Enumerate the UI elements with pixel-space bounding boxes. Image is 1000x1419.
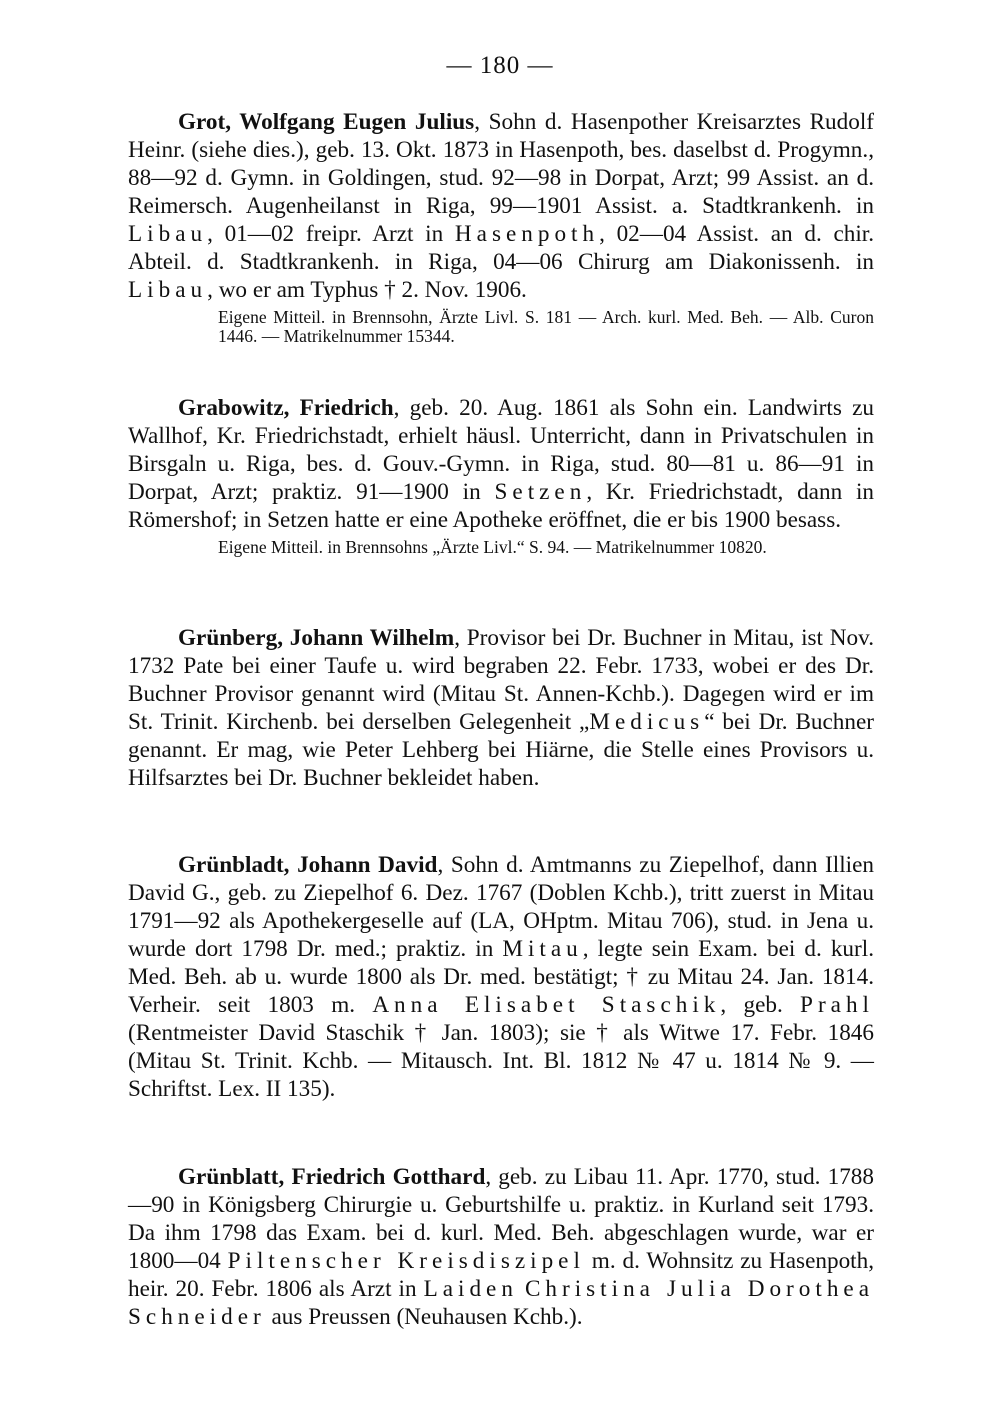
entry-grot — [128, 108, 874, 346]
spaced-term: Christina Julia Dorothea Schneider — [128, 1276, 874, 1330]
entry-body: , Provisor bei Dr. Buchner in Mitau, ist Nov. 1732 Pate bei einer Taufe u. wird begraben 22. Febr. 1733, wobei er des Dr. Buchner Provisor genannt wird (Mitau St. Annen-Kchb.). Dagegen wird er im St. Trinit. Kirchenb. bei derselben Gelegenheit „ — [128, 625, 874, 735]
entry-body: , 02—04 Assist. an d. chir. Abteil. d. Stadtkrankenh. in Riga, 04—06 Chirurg am Diakonissenh. in — [128, 221, 875, 275]
entry-body: , 01—02 freipr. Arzt in — [207, 221, 455, 247]
page-number: — 180 — — [446, 52, 554, 79]
spaced-term: Libau — [128, 221, 208, 247]
entry-body: , Sohn d. Hasenpother Kreisarztes Rudolf Heinr. (siehe dies.), geb. 13. Okt. 1873 in Hasenpoth, bes. daselbst d. Progymn., 88—92 d. Gymn. in Goldingen, stud. 92—98 in Dorpat, Arzt; 99 Assist. an d. Reimersch. Augenheilanst in Riga, 99—1901 Assist. a. Stadtkrankenh. in — [128, 109, 874, 219]
entry-name: Grabowitz, Friedrich — [178, 395, 394, 421]
entry-text — [128, 1163, 874, 1331]
entry-gruenbladt — [128, 851, 874, 1103]
spaced-term: Mitau — [502, 936, 583, 962]
entry-name: Grünberg, Johann Wilhelm — [178, 625, 455, 651]
entry-body: , geb. 20. Aug. 1861 als Sohn ein. Landwirts zu Wallhof, Kr. Friedrichstadt, erhielt häusl. Unterricht, dann in Privatschulen in Birsgaln u. Riga, bes. d. Gouv.-Gymn. in Riga, stud. 80—81 u. 86—91 in Dorpat, Arzt; praktiz. 91—1900 in — [128, 395, 874, 505]
entry-body: (Rentmeister David Staschik † Jan. 1803); sie † als Witwe 17. Febr. 1846 (Mitau St. Trinit. Kchb. — Mitausch. Int. Bl. 1812 № 47 u. 1814 № 9. — Schriftst. Lex. II 135). — [128, 1020, 874, 1102]
entry-name: Grot, Wolfgang Eugen Julius — [178, 109, 475, 135]
entry-body: , Kr. Friedrichstadt, dann in Römershof; in Setzen hatte er eine Apotheke eröffnet, die er bis 1900 besass. — [128, 479, 874, 533]
entry-body: , geb. — [720, 992, 801, 1018]
entry-body — [518, 1276, 525, 1302]
entry-body: aus Preussen (Neuhausen Kchb.). — [265, 1304, 583, 1330]
entry-text — [128, 624, 874, 792]
spaced-term: Setzen — [494, 479, 587, 505]
entry-body: , wo er am Typhus † 2. Nov. 1906. — [207, 277, 527, 303]
entry-source: Eigene Mitteil. in Brennsohns „Ärzte Livl.“ S. 94. — Matrikelnummer 10820. — [218, 537, 767, 557]
entry-body: , geb. zu Libau 11. Apr. 1770, stud. 1788—90 in Königsberg Chirurgie u. Geburtshilfe u. praktiz. in Kurland seit 1793. Da ihm 1798 das Exam. bei d. kurl. Med. Beh. abgeschlagen wurde, war er 1800—04 — [128, 1164, 874, 1274]
spaced-term: Anna Elisabet Staschik — [372, 992, 721, 1018]
entry-gruenberg — [128, 624, 874, 792]
entry-source: Eigene Mitteil. in Brennsohn, Ärzte Livl. S. 181 — Arch. kurl. Med. Beh. — Alb. Curon 1446. — Matrikelnummer 15344. — [218, 307, 874, 346]
entry-text — [128, 108, 874, 304]
spaced-term: Piltenscher Kreisdiszipel — [227, 1248, 585, 1274]
entry-name: Grünbladt, Johann David — [178, 852, 438, 878]
entry-body: , Sohn d. Amtmanns zu Ziepelhof, dann Illien David G., geb. zu Ziepelhof 6. Dez. 1767 (Doblen Kchb.), tritt zuerst in Mitau 1791—92 als Apothekergeselle auf (LA, OHptm. Mitau 706), stud. in Jena u. wurde dort 1798 Dr. med.; praktiz. in — [128, 852, 874, 962]
entry-body: , legte sein Exam. bei d. kurl. Med. Beh. ab u. wurde 1800 als Dr. med. bestätigt; † zu Mitau 24. Jan. 1814. Verheir. seit 1803 m. — [128, 936, 874, 1018]
entry-name: Grünblatt, Friedrich Gotthard — [178, 1164, 486, 1190]
spaced-term: Hasenpoth — [454, 221, 600, 247]
spaced-term: Laiden — [423, 1276, 518, 1302]
spaced-term: Libau — [128, 277, 208, 303]
entry-body: m. d. Wohnsitz zu Hasenpoth, heir. 20. Febr. 1806 als Arzt in — [128, 1248, 874, 1302]
entry-text — [128, 394, 874, 534]
entry-body: “ bei Dr. Buchner genannt. Er mag, wie Peter Lehberg bei Hiärne, die Stelle eines Provisors u. Hilfsarztes bei Dr. Buchner bekleidet haben. — [128, 709, 874, 791]
entry-grabowitz — [128, 394, 874, 557]
spaced-term: Medicus — [589, 709, 705, 735]
entry-gruenblatt — [128, 1163, 874, 1331]
spaced-term: Prahl — [800, 992, 874, 1018]
entry-text — [128, 851, 874, 1103]
